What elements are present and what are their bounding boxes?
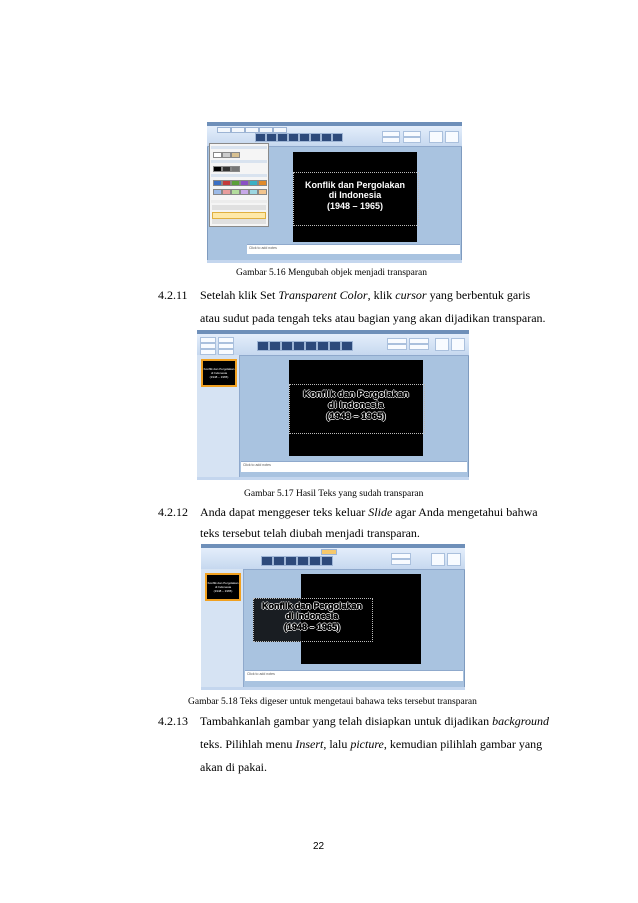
figure-5-18-screenshot	[201, 544, 465, 690]
section-text-line: atau sudut pada tengah teks atau bagian yang akan dijadikan transparan.	[200, 311, 546, 325]
notes-pane[interactable]: Click to add notes	[245, 670, 463, 681]
section-number: 4.2.11	[158, 288, 188, 302]
status-bar	[207, 260, 462, 263]
slide-canvas[interactable]	[289, 360, 423, 456]
figure-caption: Gambar 5.17 Hasil Teks yang sudah transparan	[244, 489, 424, 499]
section-text-line: Setelah klik Set Transparent Color, klik cursor yang berbentuk garis	[200, 288, 531, 302]
status-bar	[201, 687, 465, 690]
section-text-line: akan di pakai.	[200, 760, 267, 774]
figure-caption: Gambar 5.16 Mengubah objek menjadi transparan	[236, 268, 427, 278]
recolor-dropdown-menu[interactable]	[209, 143, 269, 227]
notes-pane[interactable]: Click to add notes	[241, 461, 467, 472]
slide-canvas[interactable]	[293, 152, 417, 242]
slide-thumbnail[interactable]: Konflik dan Pergolakan di Indonesia (1948 – 1965)	[201, 359, 237, 387]
section-text-line: Tambahkanlah gambar yang telah disiapkan untuk dijadikan background	[200, 714, 549, 728]
section-text-line: teks tersebut telah diubah menjadi transparan.	[200, 526, 420, 540]
ribbon	[201, 548, 465, 570]
slide-title-text[interactable]: Konflik dan Pergolakan di Indonesia (1948 – 1965)	[261, 601, 363, 632]
figure-5-17-screenshot	[197, 330, 469, 480]
ribbon	[197, 334, 469, 356]
section-number: 4.2.13	[158, 714, 188, 728]
figure-5-16-screenshot	[207, 122, 462, 263]
section-number: 4.2.12	[158, 505, 188, 519]
figure-caption: Gambar 5.18 Teks digeser untuk mengetaui bahawa teks tersebut transparan	[188, 697, 477, 707]
page-number: 22	[313, 841, 325, 852]
status-bar	[197, 477, 469, 480]
section-text-line: Anda dapat menggeser teks keluar Slide agar Anda mengetahui bahwa	[200, 505, 538, 519]
slide-thumbnail[interactable]: Konflik dan Pergolakan di Indonesia (1948 – 1965)	[205, 573, 241, 601]
section-text-line: teks. Pilihlah menu Insert, lalu picture, kemudian pilihlah gambar yang	[200, 737, 543, 751]
slide-thumbnail-pane	[197, 355, 240, 477]
notes-pane[interactable]: Click to add notes	[247, 244, 460, 254]
slide-title-text[interactable]: Konflik dan Pergolakan di Indonesia (1948 – 1965)	[303, 389, 409, 422]
slide-thumbnail-pane	[201, 569, 244, 687]
slide-title-text[interactable]: Konflik dan Pergolakan di Indonesia (1948 – 1965)	[304, 180, 406, 211]
